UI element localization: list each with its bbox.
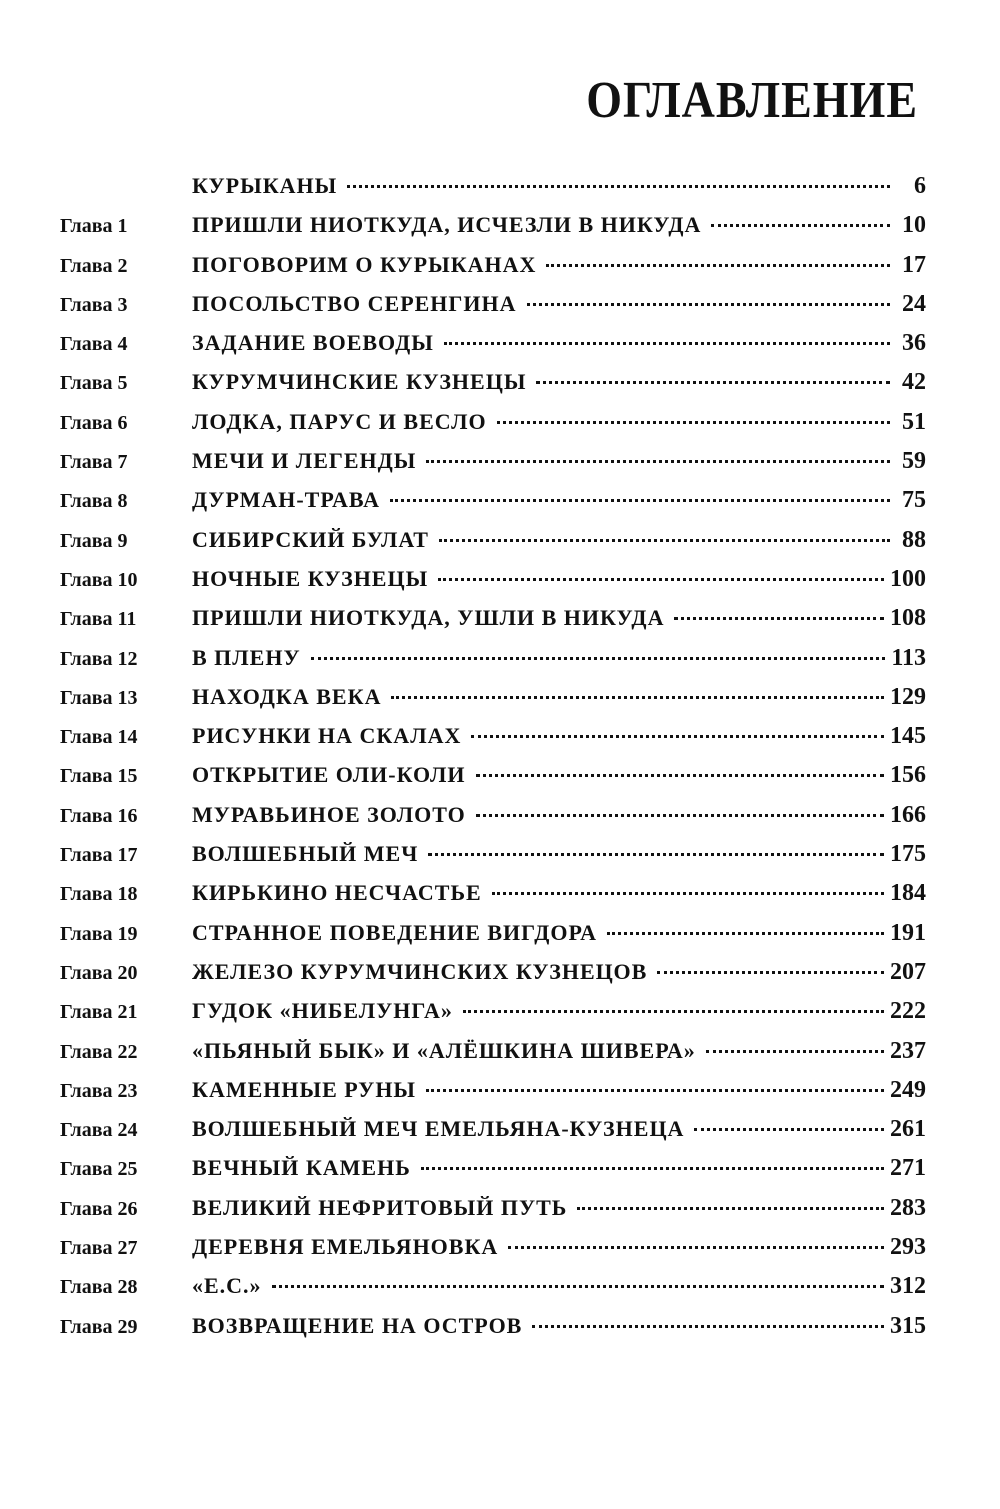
toc-entry: [60, 1234, 926, 1273]
toc-entry-title: ПОГОВОРИМ О КУРЫКАНАХ: [192, 251, 537, 277]
dot-leader: [444, 341, 890, 345]
toc-entry-title: КУРЫКАНЫ: [192, 173, 338, 198]
toc-page-number: 36: [902, 330, 926, 357]
toc-entry: [60, 802, 926, 841]
toc-page-number: 312: [890, 1273, 926, 1300]
toc-entry: [60, 920, 926, 959]
dot-leader: [391, 695, 884, 699]
toc-entry-title: ЛОДКА, ПАРУС И ВЕСЛО: [192, 408, 487, 434]
toc-entry-title: СИБИРСКИЙ БУЛАТ: [192, 526, 429, 552]
toc-entry: [60, 1155, 926, 1194]
toc-entry-title: В ПЛЕНУ: [192, 644, 301, 670]
dot-leader: [347, 184, 890, 188]
toc-entry: [60, 645, 926, 684]
toc-page-number: 315: [890, 1312, 926, 1339]
toc-chapter-label: Глава 6: [60, 411, 128, 434]
toc-chapter-label: Глава 21: [60, 1001, 138, 1024]
toc-chapter-label: Глава 8: [60, 490, 128, 513]
dot-leader: [476, 813, 884, 817]
toc-entry-title: ПРИШЛИ НИОТКУДА, ИСЧЕЗЛИ В НИКУДА: [192, 212, 702, 238]
toc-entry: [60, 527, 926, 566]
toc-page-number: 191: [890, 919, 926, 946]
dot-leader: [706, 1049, 884, 1053]
toc-chapter-label: Глава 12: [60, 647, 138, 670]
toc-entry-title: ДЕРЕВНЯ ЕМЕЛЬЯНОВКА: [192, 1234, 499, 1260]
toc-chapter-label: Глава 20: [60, 961, 138, 984]
toc-page-number: 129: [890, 683, 926, 710]
toc-entry: [60, 409, 926, 448]
toc-page-number: 207: [890, 958, 926, 985]
toc-entry-title: СТРАННОЕ ПОВЕДЕНИЕ ВИГДОРА: [192, 919, 597, 945]
toc-entry: [60, 212, 926, 251]
toc-entry-title: КУРУМЧИНСКИЕ КУЗНЕЦЫ: [192, 369, 527, 395]
toc-page-number: 261: [890, 1116, 926, 1143]
dot-leader: [471, 734, 884, 738]
toc-entry-title: МУРАВЬИНОЕ ЗОЛОТО: [192, 801, 466, 827]
dot-leader: [438, 577, 884, 581]
toc-page-number: 42: [902, 369, 926, 396]
toc-page-number: 184: [890, 880, 926, 907]
toc-page-number: 88: [902, 526, 926, 553]
dot-leader: [426, 1088, 884, 1092]
toc-chapter-label: Глава 27: [60, 1237, 138, 1260]
toc-entry-title: ГУДОК «НИБЕЛУНГА»: [192, 998, 453, 1024]
toc-page-number: 166: [890, 801, 926, 828]
toc-entry-title: «Е.С.»: [192, 1273, 262, 1299]
toc-chapter-label: Глава 22: [60, 1040, 138, 1063]
toc-chapter-label: Глава 24: [60, 1119, 138, 1142]
toc-chapter-label: Глава 13: [60, 686, 138, 709]
toc-entry: [60, 605, 926, 644]
toc-chapter-label: Глава 9: [60, 529, 128, 552]
toc-entry-title: ЖЕЛЕЗО КУРУМЧИНСКИХ КУЗНЕЦОВ: [192, 958, 648, 984]
toc-entry-title: КИРЬКИНО НЕСЧАСТЬЕ: [192, 880, 482, 906]
toc-entry: [60, 880, 926, 919]
toc-entry: [60, 369, 926, 408]
dot-leader: [272, 1284, 884, 1288]
dot-leader: [674, 616, 884, 620]
toc-entry: [60, 998, 926, 1037]
dot-leader: [428, 852, 884, 856]
toc-page-number: 75: [902, 487, 926, 514]
toc-page-number: 283: [890, 1194, 926, 1221]
toc-chapter-label: Глава 25: [60, 1158, 138, 1181]
toc-entry: [60, 1038, 926, 1077]
toc-chapter-label: Глава 16: [60, 804, 138, 827]
toc-page-number: 222: [890, 998, 926, 1025]
toc-chapter-label: Глава 19: [60, 922, 138, 945]
toc-chapter-label: Глава 11: [60, 608, 137, 631]
toc-entry: [60, 959, 926, 998]
toc-chapter-label: Глава 5: [60, 372, 128, 395]
toc-entry-title: МЕЧИ И ЛЕГЕНДЫ: [192, 448, 417, 474]
toc-page-number: 175: [890, 841, 926, 868]
toc-page-number: 51: [902, 408, 926, 435]
dot-leader: [463, 1009, 884, 1013]
table-of-contents: [60, 173, 926, 1352]
dot-leader: [607, 931, 884, 935]
toc-entry: [60, 173, 926, 212]
toc-entry: [60, 448, 926, 487]
dot-leader: [311, 656, 886, 660]
toc-page-number: 10: [902, 212, 926, 239]
toc-page-number: 113: [891, 644, 926, 671]
dot-leader: [711, 223, 890, 227]
toc-entry-title: НОЧНЫЕ КУЗНЕЦЫ: [192, 565, 429, 591]
toc-entry-title: ОТКРЫТИЕ ОЛИ-КОЛИ: [192, 762, 466, 788]
toc-page-number: 249: [890, 1076, 926, 1103]
toc-entry: [60, 566, 926, 605]
toc-entry: [60, 1195, 926, 1234]
toc-entry-title: ПОСОЛЬСТВО СЕРЕНГИНА: [192, 290, 517, 316]
toc-chapter-label: Глава 3: [60, 293, 128, 316]
page-title: ОГЛАВЛЕНИЕ: [586, 71, 918, 129]
dot-leader: [536, 380, 890, 384]
toc-entry: [60, 1116, 926, 1155]
toc-chapter-label: Глава 29: [60, 1315, 138, 1338]
toc-chapter-label: Глава 10: [60, 568, 138, 591]
dot-leader: [508, 1245, 884, 1249]
toc-chapter-label: Глава 17: [60, 844, 138, 867]
toc-entry-title: РИСУНКИ НА СКАЛАХ: [192, 723, 462, 749]
toc-chapter-label: Глава 23: [60, 1079, 138, 1102]
toc-entry: [60, 252, 926, 291]
toc-chapter-label: Глава 2: [60, 254, 128, 277]
toc-page-number: 17: [902, 251, 926, 278]
toc-chapter-label: Глава 15: [60, 765, 138, 788]
toc-chapter-label: Глава 1: [60, 215, 128, 238]
toc-entry: [60, 291, 926, 330]
dot-leader: [497, 420, 890, 424]
toc-page-number: 145: [890, 723, 926, 750]
dot-leader: [421, 1166, 884, 1170]
toc-chapter-label: Глава 18: [60, 883, 138, 906]
toc-page-number: 24: [902, 290, 926, 317]
toc-page-number: 271: [890, 1155, 926, 1182]
toc-entry: [60, 487, 926, 526]
toc-chapter-label: Глава 14: [60, 726, 138, 749]
toc-entry: [60, 330, 926, 369]
toc-entry-title: ВЕЛИКИЙ НЕФРИТОВЫЙ ПУТЬ: [192, 1194, 568, 1220]
dot-leader: [390, 498, 890, 502]
toc-entry-title: КАМЕННЫЕ РУНЫ: [192, 1076, 417, 1102]
toc-page-number: 100: [890, 565, 926, 592]
dot-leader: [694, 1127, 884, 1131]
toc-entry-title: ВОЗВРАЩЕНИЕ НА ОСТРОВ: [192, 1312, 523, 1338]
toc-entry-title: ВЕЧНЫЙ КАМЕНЬ: [192, 1155, 411, 1181]
toc-chapter-label: Глава 7: [60, 451, 128, 474]
dot-leader: [657, 970, 884, 974]
toc-entry: [60, 723, 926, 762]
dot-leader: [439, 538, 890, 542]
dot-leader: [426, 459, 890, 463]
toc-entry-title: ДУРМАН-ТРАВА: [192, 487, 381, 513]
toc-chapter-label: Глава 28: [60, 1276, 138, 1299]
toc-entry-title: «ПЬЯНЫЙ БЫК» И «АЛЁШКИНА ШИВЕРА»: [192, 1037, 696, 1063]
toc-page-number: 6: [914, 173, 926, 199]
toc-entry: [60, 684, 926, 723]
toc-chapter-label: Глава 4: [60, 333, 128, 356]
toc-entry-title: ВОЛШЕБНЫЙ МЕЧ: [192, 841, 419, 867]
toc-entry: [60, 1273, 926, 1312]
toc-entry-title: НАХОДКА ВЕКА: [192, 683, 382, 709]
dot-leader: [577, 1206, 884, 1210]
toc-page-number: 293: [890, 1234, 926, 1261]
toc-entry: [60, 841, 926, 880]
toc-entry-title: ВОЛШЕБНЫЙ МЕЧ ЕМЕЛЬЯНА-КУЗНЕЦА: [192, 1116, 685, 1142]
toc-entry: [60, 1077, 926, 1116]
dot-leader: [492, 891, 884, 895]
toc-chapter-label: Глава 26: [60, 1197, 138, 1220]
dot-leader: [546, 263, 890, 267]
toc-page-number: 156: [890, 762, 926, 789]
toc-entry-title: ПРИШЛИ НИОТКУДА, УШЛИ В НИКУДА: [192, 605, 665, 631]
toc-entry-title: ЗАДАНИЕ ВОЕВОДЫ: [192, 330, 434, 356]
dot-leader: [532, 1324, 884, 1328]
toc-page-number: 237: [890, 1037, 926, 1064]
toc-entry: [60, 1313, 926, 1352]
toc-entry: [60, 762, 926, 801]
dot-leader: [476, 773, 884, 777]
dot-leader: [527, 302, 890, 306]
toc-page-number: 59: [902, 448, 926, 475]
toc-page-number: 108: [890, 605, 926, 632]
